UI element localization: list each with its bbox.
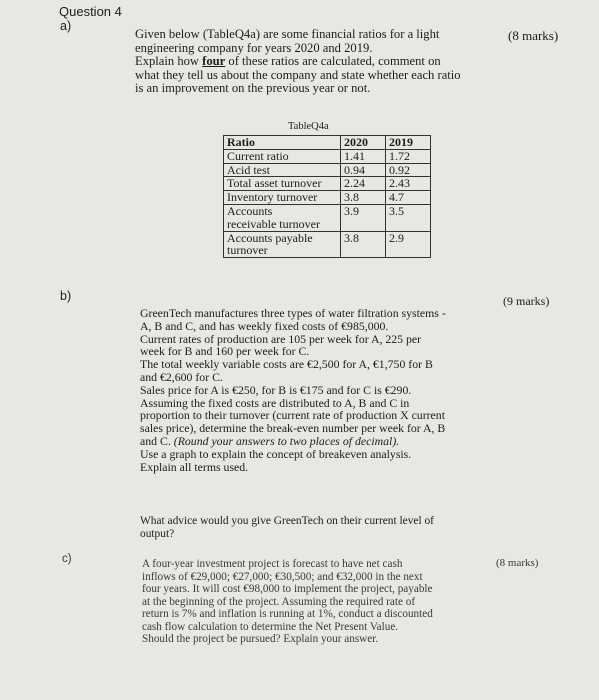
text-line: What advice would you give GreenTech on their current level of — [140, 515, 434, 527]
part-c-text — [142, 558, 433, 646]
part-a-marks: (8 marks) — [508, 28, 559, 43]
part-c-label: c) — [62, 553, 72, 565]
text-line: GreenTech manufactures three types of water filtration systems - — [140, 306, 446, 320]
table-row — [224, 191, 431, 205]
text-span: and C. — [140, 433, 171, 448]
ratio-name-line: Accounts payable — [227, 230, 313, 245]
ratio-name: Total asset turnover — [224, 177, 341, 191]
ratio-name: Current ratio — [224, 149, 341, 163]
ratio-name: Acid test — [224, 163, 341, 177]
part-a-text — [135, 28, 461, 96]
text-line: A four-year investment project is forecast to have net cash — [142, 558, 403, 570]
text-line: output? — [140, 527, 175, 540]
value-2020: 3.9 — [341, 204, 386, 231]
ratio-name — [224, 204, 341, 231]
text-line: Explain all terms used. — [140, 459, 249, 474]
text-line: Sales price for A is €250, for B is €175 and for C is €290. — [140, 382, 412, 397]
value-2020: 3.8 — [341, 191, 386, 205]
table-header-row — [224, 136, 431, 150]
text-line: what they tell us about the company and state whether each ratio — [135, 67, 461, 82]
text-line: return is 7% and inflation is running at 1%, conduct a discounted — [142, 608, 433, 620]
text-line: sales price), determine the break-even number per week for A, B — [140, 421, 446, 436]
question-title: Question 4 — [59, 4, 122, 19]
text-line: Given below (TableQ4a) are some financial ratios for a light — [135, 27, 440, 41]
part-a-label: a) — [60, 19, 72, 33]
text-line: engineering company for years 2020 and 2019. — [135, 40, 373, 55]
value-2019: 3.5 — [386, 204, 431, 231]
part-b-label: b) — [60, 289, 72, 303]
text-line: A, B and C, and has weekly fixed costs of €985,000. — [140, 318, 389, 333]
table-row — [224, 231, 431, 258]
header-ratio: Ratio — [224, 136, 341, 150]
text-span: of these ratios are calculated, comment on — [228, 54, 441, 69]
part-b-marks: (9 marks) — [503, 294, 550, 308]
text-line: is an improvement on the previous year or not. — [135, 81, 371, 96]
header-2019: 2019 — [386, 136, 431, 150]
text-line: Assuming the fixed costs are distributed to A, B and C in — [140, 395, 410, 410]
value-2020: 3.8 — [341, 231, 386, 258]
value-2019: 2.9 — [386, 231, 431, 258]
emphasis-four: four — [202, 54, 226, 69]
table-caption: TableQ4a — [288, 121, 329, 132]
text-line: Use a graph to explain the concept of breakeven analysis. — [140, 446, 412, 461]
value-2019: 4.7 — [386, 191, 431, 205]
ratio-name-line: Accounts — [227, 203, 273, 218]
table-row — [224, 204, 431, 231]
table-row — [224, 177, 431, 191]
text-line: Should the project be pursued? Explain your answer. — [142, 633, 379, 645]
rounding-note: (Round your answers to two places of decimal). — [173, 433, 400, 448]
ratio-name — [224, 231, 341, 258]
text-line: at the beginning of the project. Assuming the required rate of — [142, 595, 416, 608]
value-2019: 2.43 — [386, 177, 431, 191]
text-line: inflows of €29,000; €27,000; €30,500; and €32,000 in the next — [142, 570, 423, 583]
text-line: proportion to their turnover (current rate of production X current — [140, 408, 445, 423]
value-2019: 1.72 — [386, 149, 431, 163]
ratios-table — [223, 135, 431, 258]
table-row — [224, 149, 431, 163]
text-line: cash flow calculation to determine the Net Present Value. — [142, 620, 399, 633]
text-span: Explain how — [135, 54, 200, 69]
part-b-advice — [140, 515, 434, 540]
value-2019: 0.92 — [386, 163, 431, 177]
text-line: The total weekly variable costs are €2,500 for A, €1,750 for B — [140, 357, 433, 372]
text-line: four years. It will cost €98,000 to implement the project, payable — [142, 583, 433, 595]
value-2020: 1.41 — [341, 149, 386, 163]
text-line — [140, 435, 446, 448]
text-line: and €2,600 for C. — [140, 369, 223, 384]
ratio-name-line: receivable turnover — [227, 216, 320, 231]
header-2020: 2020 — [341, 136, 386, 150]
part-b-text — [140, 307, 446, 473]
ratio-name: Inventory turnover — [224, 191, 341, 205]
ratio-name-line: turnover — [227, 243, 268, 258]
text-line — [135, 55, 461, 69]
value-2020: 0.94 — [341, 163, 386, 177]
table-row — [224, 163, 431, 177]
part-c-marks: (8 marks) — [496, 557, 539, 569]
text-line: Current rates of production are 105 per week for A, 225 per — [140, 331, 422, 346]
text-line: week for B and 160 per week for C. — [140, 344, 310, 359]
value-2020: 2.24 — [341, 177, 386, 191]
